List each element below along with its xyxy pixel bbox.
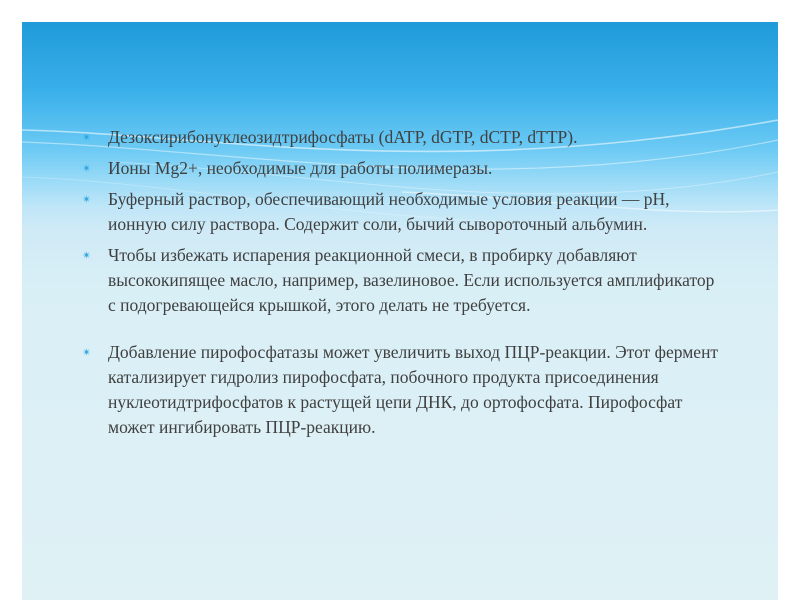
list-item-text: Ионы Mg2+, необходимые для работы полимеразы. (108, 158, 493, 178)
list-item (82, 156, 722, 181)
list-item (82, 340, 722, 440)
star-bullet-icon: ✴ (82, 346, 92, 359)
list-item (82, 243, 722, 318)
list-item-text: Добавление пирофосфатазы может увеличить выход ПЦР-реакции. Этот фермент катализирует гидролиз пирофосфата, побочного продукта присоединения нуклеотидтрифосфатов к растущей цепи ДНК, до ортофосфата. Пирофосфат может ингибировать ПЦР-реакцию. (108, 342, 719, 437)
star-bullet-icon: ✴ (82, 131, 92, 144)
list-item-text: Буферный раствор, обеспечивающий необходимые условия реакции — pH, ионную силу раствора. Содержит соли, бычий сывороточный альбумин. (108, 189, 670, 234)
star-bullet-icon: ✴ (82, 249, 92, 262)
list-item (82, 125, 722, 150)
bullet-list (82, 125, 722, 446)
list-item-text: Дезоксирибонуклеозидтрифосфаты (dATP, dGTP, dCTP, dTTP). (108, 127, 578, 147)
star-bullet-icon: ✴ (82, 162, 92, 175)
star-bullet-icon: ✴ (82, 193, 92, 206)
list-item-text: Чтобы избежать испарения реакционной смеси, в пробирку добавляют высококипящее масло, например, вазелиновое. Если используется амплификатор с подогревающейся крышкой, этого делать не требуется. (108, 245, 715, 315)
list-item (82, 187, 722, 237)
slide (22, 22, 778, 600)
